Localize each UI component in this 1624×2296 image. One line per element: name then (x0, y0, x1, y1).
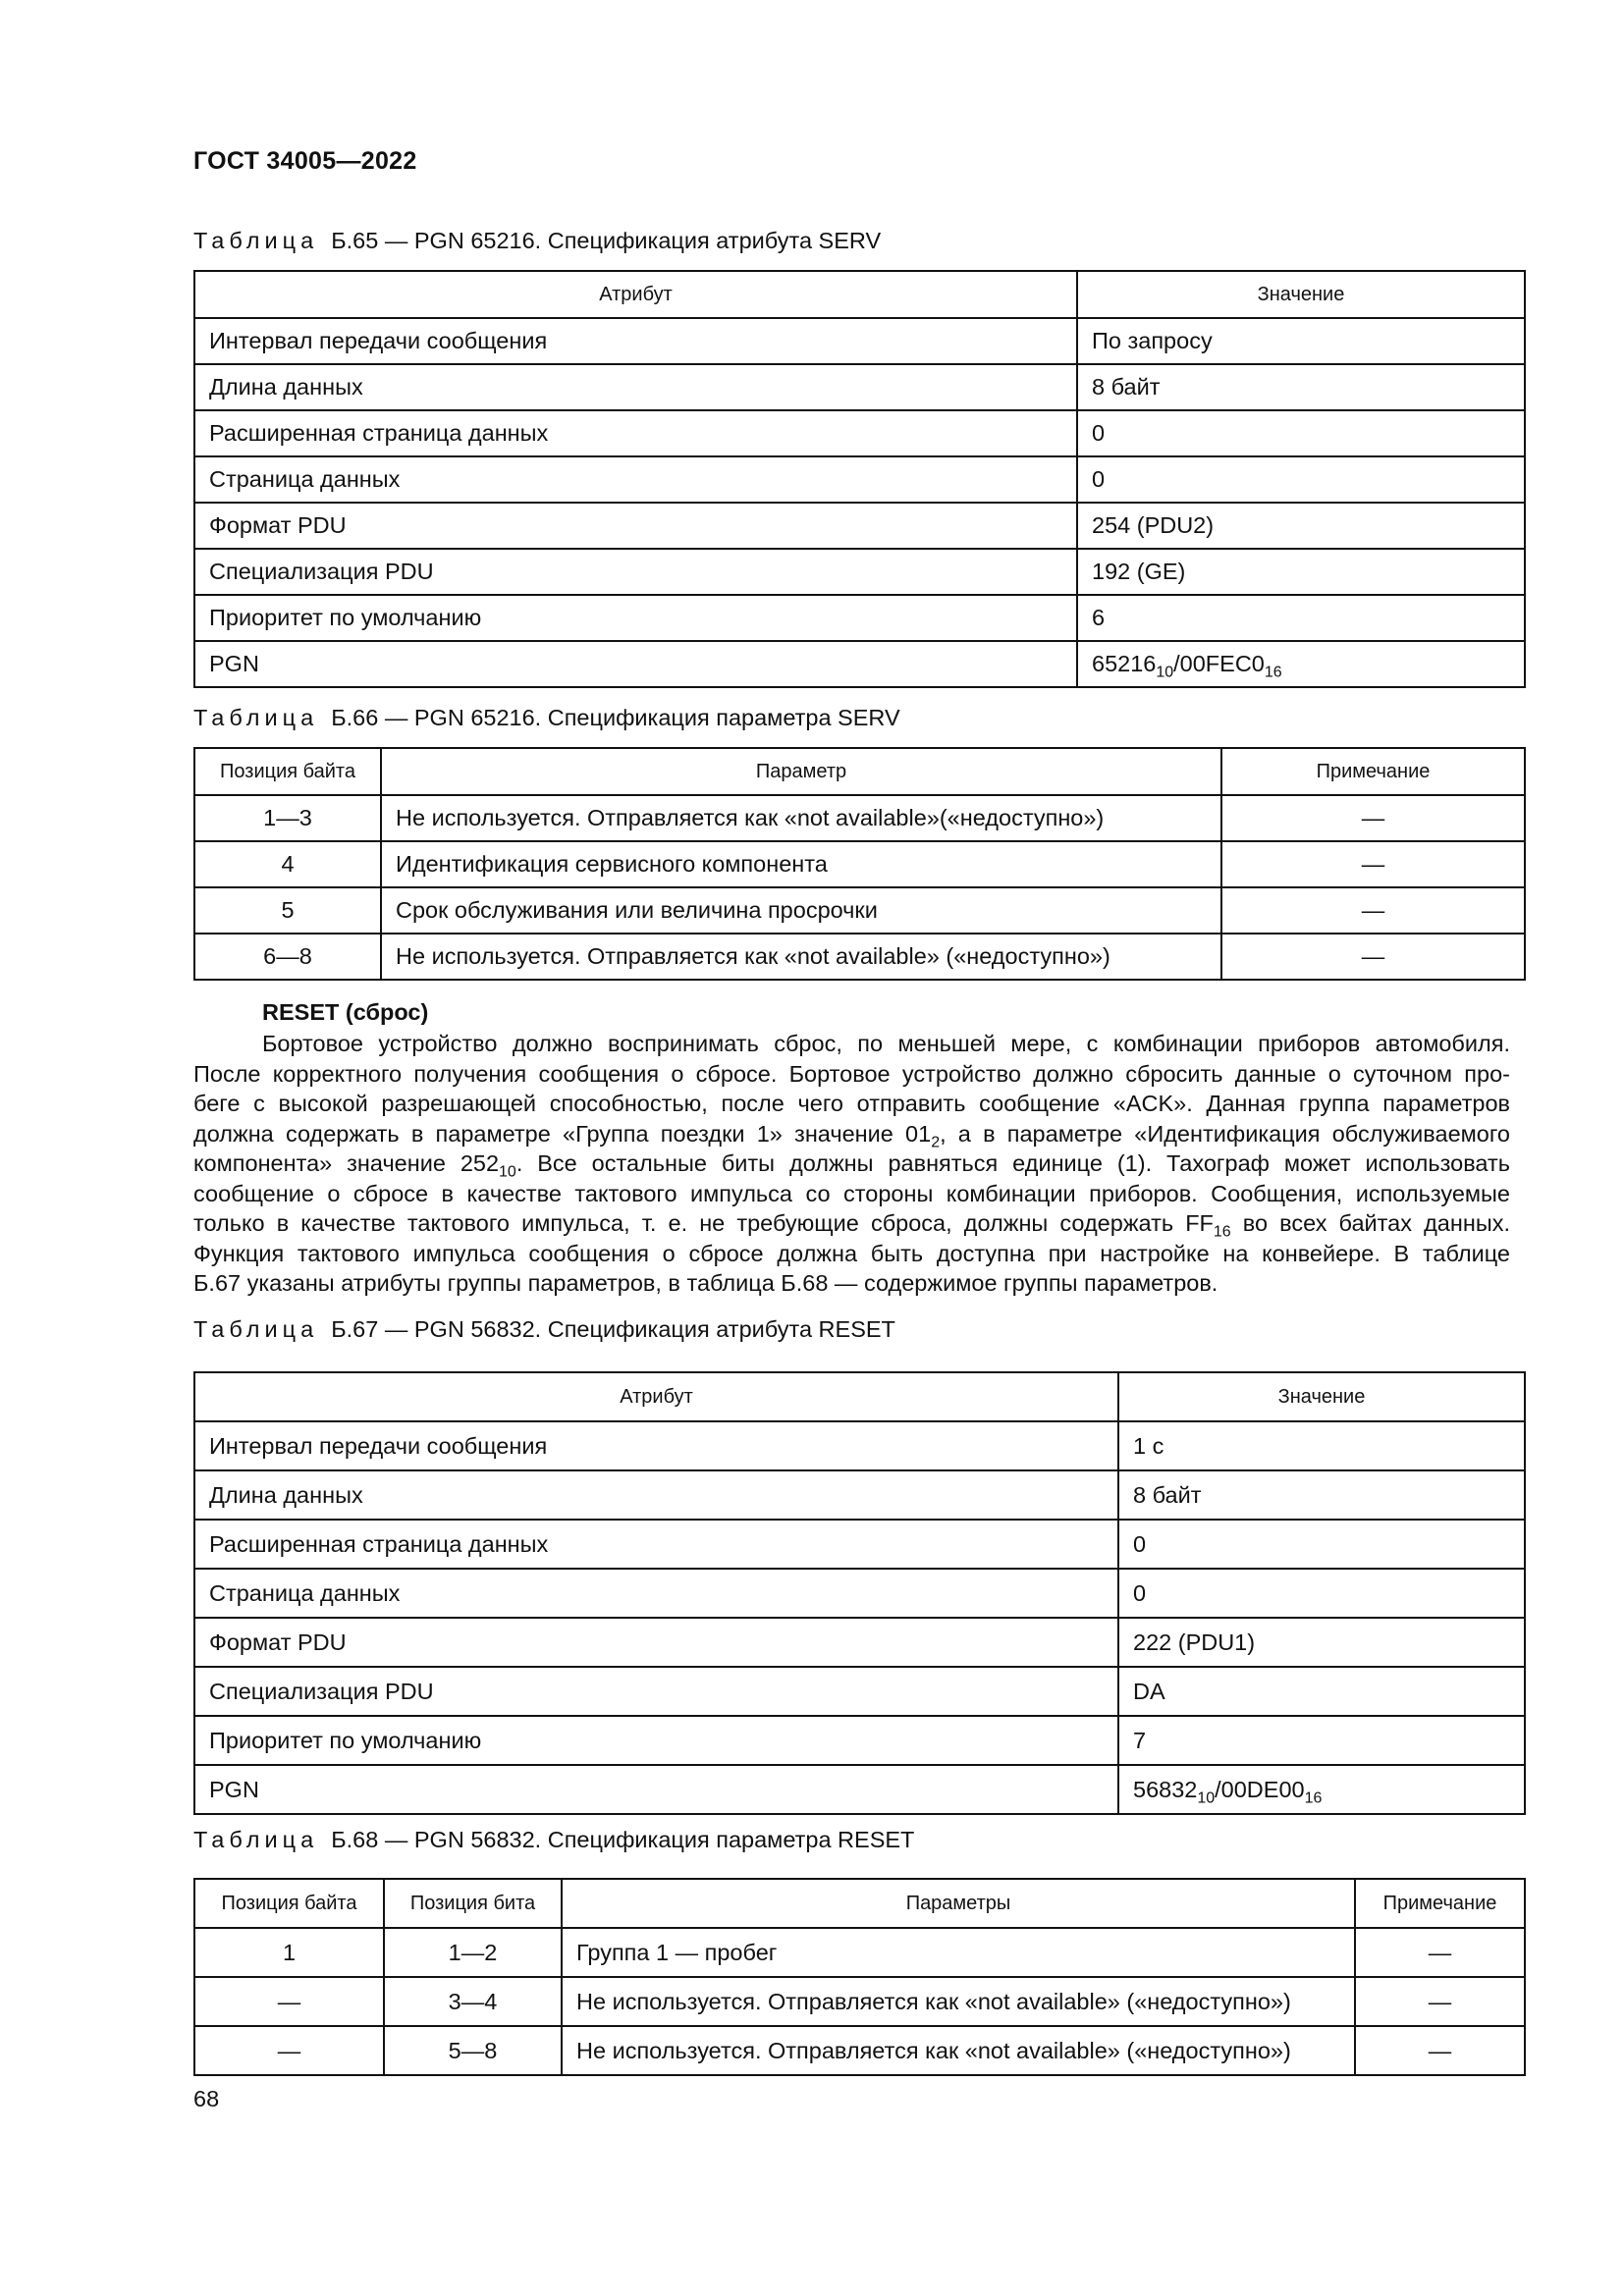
table-header-row (194, 1879, 1525, 1928)
table-header-row (194, 1372, 1525, 1421)
byte-position-cell: 1—3 (194, 795, 381, 841)
paragraph-line: После корректного получения сообщения о сбросе. Бортовое устройство должно сбросить данные о суточном про- (193, 1060, 1510, 1087)
attribute-cell: Формат PDU (194, 503, 1077, 549)
text-run: только в качестве тактового импульса, т. е. не требующие сброса, должны содержать FF (193, 1210, 1214, 1236)
caption-word: Таблица (193, 228, 319, 253)
caption-text: Б.66 — PGN 65216. Спецификация параметра SERV (331, 705, 900, 730)
table-row (194, 364, 1525, 410)
table-row (194, 456, 1525, 503)
radix-subscript: 10 (1197, 1789, 1216, 1807)
pgn-hex: /00FEC0 (1173, 651, 1265, 676)
text-run: во всех байтах данных. (1230, 1210, 1510, 1236)
radix-subscript: 2 (931, 1134, 941, 1151)
column-header: Примечание (1355, 1879, 1525, 1928)
table-row (194, 2026, 1525, 2075)
value-cell: 0 (1077, 456, 1525, 503)
bit-position-cell: 5—8 (384, 2026, 562, 2075)
attribute-cell: Расширенная страница данных (194, 410, 1077, 456)
value-cell: 8 байт (1077, 364, 1525, 410)
table-b66 (193, 747, 1526, 981)
table-row (194, 641, 1525, 687)
table-row (194, 1928, 1525, 1977)
parameter-cell: Не используется. Отправляется как «not available»(«недоступно») (381, 795, 1221, 841)
parameter-cell: Не используется. Отправляется как «not available» («недоступно») (381, 934, 1221, 980)
value-cell (1118, 1765, 1525, 1814)
table-b67-caption (193, 1316, 895, 1343)
value-cell: 222 (PDU1) (1118, 1618, 1525, 1667)
table-header-row (194, 748, 1525, 795)
note-cell: — (1221, 934, 1525, 980)
text-run: . Все остальные биты должны равняться единице (1). Тахограф может использовать (515, 1150, 1510, 1176)
attribute-cell: Длина данных (194, 364, 1077, 410)
text-run: компонента» значение 252 (193, 1150, 500, 1176)
value-cell: По запросу (1077, 318, 1525, 364)
column-header: Параметры (562, 1879, 1355, 1928)
caption-text: Б.67 — PGN 56832. Спецификация атрибута RESET (331, 1316, 895, 1342)
note-cell: — (1355, 1928, 1525, 1977)
value-cell: 0 (1118, 1569, 1525, 1618)
caption-word: Таблица (193, 1827, 319, 1852)
table-row (194, 1667, 1525, 1716)
parameter-cell: Не используется. Отправляется как «not available» («недоступно») (562, 2026, 1355, 2075)
paragraph-line: Б.67 указаны атрибуты группы параметров, в таблица Б.68 — содержимое группы параметров. (193, 1270, 1218, 1296)
caption-word: Таблица (193, 705, 319, 730)
document-id: ГОСТ 34005—2022 (193, 147, 417, 175)
text-run: должна содержать в параметре «Группа поездки 1» значение 01 (193, 1120, 932, 1147)
paragraph-line (193, 1148, 1510, 1179)
attribute-cell: Формат PDU (194, 1618, 1118, 1667)
table-row (194, 1470, 1525, 1520)
parameter-cell: Срок обслуживания или величина просрочки (381, 887, 1221, 934)
value-cell: 254 (PDU2) (1077, 503, 1525, 549)
table-row (194, 410, 1525, 456)
text-run: , а в параметре «Идентификация обслуживаемого (940, 1120, 1511, 1147)
table-row (194, 595, 1525, 641)
caption-text: Б.65 — PGN 65216. Спецификация атрибута SERV (331, 228, 882, 253)
table-row (194, 841, 1525, 887)
table-row (194, 318, 1525, 364)
column-header: Значение (1077, 271, 1525, 318)
attribute-cell: Специализация PDU (194, 1667, 1118, 1716)
note-cell: — (1221, 841, 1525, 887)
attribute-cell: Страница данных (194, 456, 1077, 503)
table-b68-caption (193, 1827, 914, 1853)
byte-position-cell: 1 (194, 1928, 384, 1977)
table-b66-caption (193, 705, 900, 731)
byte-position-cell: 5 (194, 887, 381, 934)
paragraph-line: беге с высокой разрешающей способностью, после чего отправить сообщение «ACK». Данная группа параметров (193, 1091, 1510, 1116)
paragraph-line (193, 1119, 1510, 1149)
table-row (194, 887, 1525, 934)
value-cell: 0 (1077, 410, 1525, 456)
value-cell (1077, 641, 1525, 687)
attribute-cell: Страница данных (194, 1569, 1118, 1618)
column-header: Атрибут (194, 271, 1077, 318)
table-row (194, 1421, 1525, 1470)
paragraph-line (193, 1208, 1510, 1239)
attribute-cell: PGN (194, 1765, 1118, 1814)
table-header-row (194, 271, 1525, 318)
value-cell: 8 байт (1118, 1470, 1525, 1520)
table-row (194, 1569, 1525, 1618)
table-row (194, 1716, 1525, 1765)
table-row (194, 934, 1525, 980)
value-cell: 7 (1118, 1716, 1525, 1765)
table-row (194, 795, 1525, 841)
table-b68 (193, 1878, 1526, 2076)
table-row (194, 1765, 1525, 1814)
byte-position-cell: 6—8 (194, 934, 381, 980)
byte-position-cell: — (194, 2026, 384, 2075)
parameter-cell: Группа 1 — пробег (562, 1928, 1355, 1977)
radix-subscript: 16 (1213, 1223, 1231, 1241)
parameter-cell: Идентификация сервисного компонента (381, 841, 1221, 887)
paragraph-line: Функция тактового импульса сообщения о сбросе должна быть доступна при настройке на конвейере. В таблице (193, 1240, 1510, 1266)
radix-subscript: 16 (1304, 1789, 1323, 1807)
value-cell: 192 (GE) (1077, 549, 1525, 595)
value-cell: DA (1118, 1667, 1525, 1716)
column-header: Позиция бита (384, 1879, 562, 1928)
note-cell: — (1355, 2026, 1525, 2075)
attribute-cell: Приоритет по умолчанию (194, 595, 1077, 641)
value-cell: 6 (1077, 595, 1525, 641)
attribute-cell: Приоритет по умолчанию (194, 1716, 1118, 1765)
attribute-cell: Расширенная страница данных (194, 1520, 1118, 1569)
pgn-decimal: 65216 (1092, 651, 1157, 676)
attribute-cell: Специализация PDU (194, 549, 1077, 595)
attribute-cell: PGN (194, 641, 1077, 687)
reset-paragraph (193, 1029, 1510, 1299)
column-header: Позиция байта (194, 748, 381, 795)
page-number: 68 (193, 2086, 220, 2111)
table-row (194, 1977, 1525, 2026)
caption-word: Таблица (193, 1316, 319, 1342)
table-b65 (193, 270, 1526, 688)
byte-position-cell: — (194, 1977, 384, 2026)
column-header: Значение (1118, 1372, 1525, 1421)
attribute-cell: Интервал передачи сообщения (194, 318, 1077, 364)
attribute-cell: Интервал передачи сообщения (194, 1421, 1118, 1470)
radix-subscript: 10 (1156, 664, 1174, 681)
note-cell: — (1355, 1977, 1525, 2026)
pgn-hex: /00DE00 (1215, 1776, 1305, 1802)
attribute-cell: Длина данных (194, 1470, 1118, 1520)
table-b67 (193, 1371, 1526, 1815)
section-title: RESET (сброс) (262, 999, 429, 1025)
value-cell: 0 (1118, 1520, 1525, 1569)
column-header: Параметр (381, 748, 1221, 795)
note-cell: — (1221, 795, 1525, 841)
caption-text: Б.68 — PGN 56832. Спецификация параметра RESET (331, 1827, 915, 1852)
parameter-cell: Не используется. Отправляется как «not available» («недоступно») (562, 1977, 1355, 2026)
paragraph-line: Бортовое устройство должно воспринимать сброс, по меньшей мере, с комбинации приборов автомобиля. (262, 1031, 1510, 1056)
bit-position-cell: 3—4 (384, 1977, 562, 2026)
note-cell: — (1221, 887, 1525, 934)
value-cell: 1 с (1118, 1421, 1525, 1470)
byte-position-cell: 4 (194, 841, 381, 887)
table-row (194, 1618, 1525, 1667)
table-row (194, 503, 1525, 549)
radix-subscript: 16 (1264, 664, 1282, 681)
radix-subscript: 10 (499, 1163, 516, 1181)
column-header: Позиция байта (194, 1879, 384, 1928)
column-header: Примечание (1221, 748, 1525, 795)
bit-position-cell: 1—2 (384, 1928, 562, 1977)
table-row (194, 1520, 1525, 1569)
paragraph-line: сообщение о сбросе в качестве тактового импульса со стороны комбинации приборов. Сообщения, используемые (193, 1180, 1510, 1206)
table-row (194, 549, 1525, 595)
column-header: Атрибут (194, 1372, 1118, 1421)
pgn-decimal: 56832 (1133, 1776, 1198, 1802)
table-b65-caption (193, 228, 881, 254)
